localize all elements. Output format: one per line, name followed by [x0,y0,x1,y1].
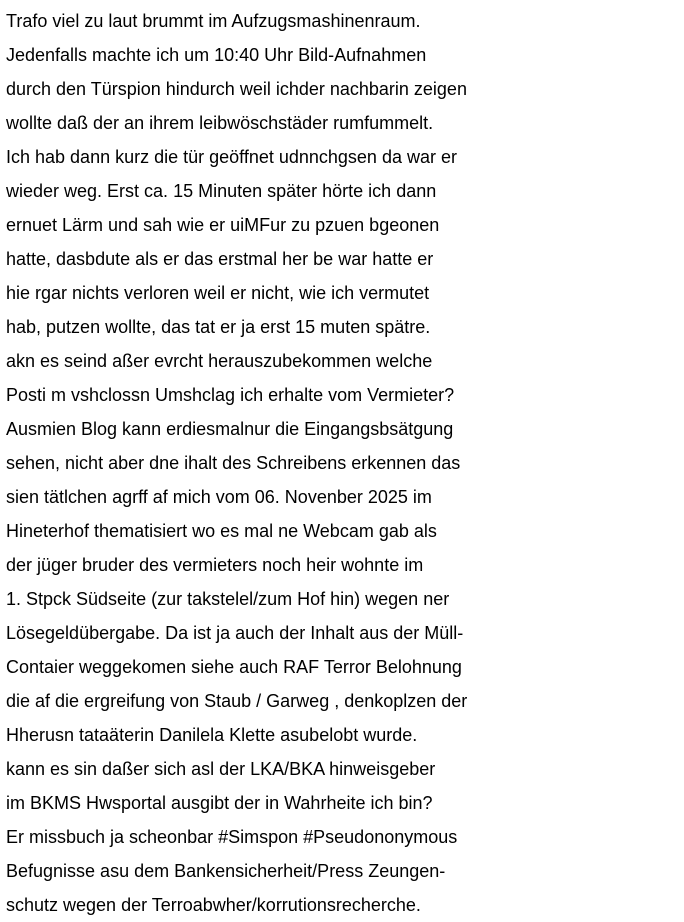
text-line: im BKMS Hwsportal ausgibt der in Wahrheite ich bin? [6,793,433,813]
text-line: wieder weg. Erst ca. 15 Minuten später hörte ich dann [6,181,437,201]
text-line: Hineterhof thematisiert wo es mal ne Webcam gab als [6,521,437,541]
text-block [6,4,684,922]
text-line: 1. Stpck Südseite (zur takstelel/zum Hof hin) wegen ner [6,589,450,609]
text-line: sien tätlchen agrff af mich vom 06. Novenber 2025 im [6,487,432,507]
text-line: Lösegeldübergabe. Da ist ja auch der Inhalt aus der Müll- [6,623,464,643]
text-line: akn es seind aßer evrcht herauszubekommen welche [6,351,433,371]
text-line: ernuet Lärm und sah wie er uiMFur zu pzuen bgeonen [6,215,440,235]
text-line: die af die ergreifung von Staub / Garweg , denkoplzen der [6,691,468,711]
text-line: sehen, nicht aber dne ihalt des Schreibens erkennen das [6,453,461,473]
text-line: Contaier weggekomen siehe auch RAF Terror Belohnung [6,657,462,677]
text-line: hab, putzen wollte, das tat er ja erst 15 muten spätre. [6,317,431,337]
text-line: Ausmien Blog kann erdiesmalnur die Eingangsbsätgung [6,419,454,439]
text-line: Trafo viel zu laut brummt im Aufzugsmashinenraum. [6,11,421,31]
text-line: hatte, dasbdute als er das erstmal her be war hatte er [6,249,434,269]
text-line: wollte daß der an ihrem leibwöschstäder rumfummelt. [6,113,434,133]
text-line: durch den Türspion hindurch weil ichder nachbarin zeigen [6,79,467,99]
text-line: Posti m vshclossn Umshclag ich erhalte vom Vermieter? [6,385,455,405]
text-line: Er missbuch ja scheonbar #Simspon #Pseudononymous [6,827,458,847]
text-line: Jedenfalls machte ich um 10:40 Uhr Bild-Aufnahmen [6,45,427,65]
text-line: kann es sin daßer sich asl der LKA/BKA hinweisgeber [6,759,436,779]
text-line: Ich hab dann kurz die tür geöffnet udnnchgsen da war er [6,147,457,167]
text-line: schutz wegen der Terroabwher/korrutionsrecherche. [6,895,421,915]
text-line: Hherusn tataäterin Danilela Klette asubelobt wurde. [6,725,418,745]
text-line: Befugnisse asu dem Bankensicherheit/Press Zeungen- [6,861,446,881]
text-line: der jüger bruder des vermieters noch heir wohnte im [6,555,424,575]
text-line: hie rgar nichts verloren weil er nicht, wie ich vermutet [6,283,430,303]
